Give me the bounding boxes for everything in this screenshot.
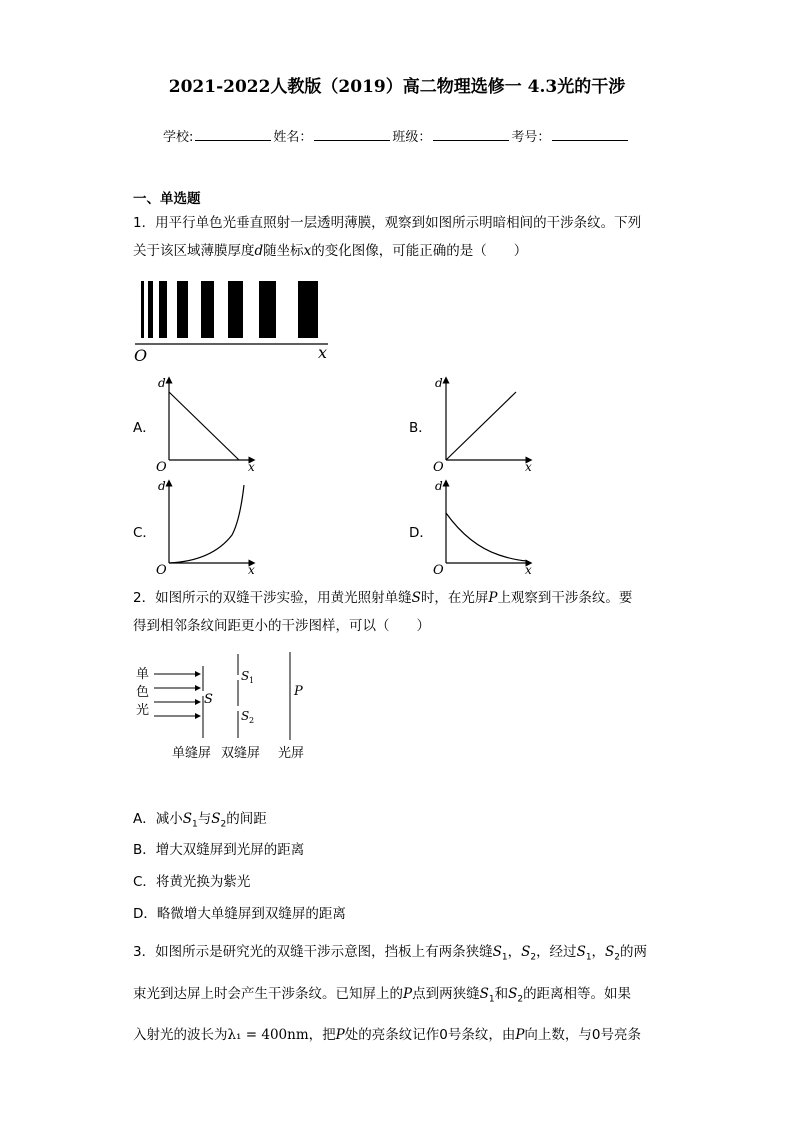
svg-text:d: d <box>158 376 166 390</box>
class-blank <box>433 128 509 141</box>
svg-text:x: x <box>525 563 532 577</box>
school-label: 学校: <box>163 130 194 145</box>
q1-option-a-graph <box>152 372 272 472</box>
s-label: S <box>204 692 213 707</box>
class-label: 班级： <box>392 130 432 145</box>
q1-option-b-graph <box>429 372 549 472</box>
q3-line3: 入射光的波长为λ₁ = 400nm，把P处的亮条纹记作0号条纹，由P向上数，与0号亮条 <box>133 1027 642 1044</box>
q1-option-c-graph <box>152 475 272 580</box>
svg-text:O: O <box>156 563 167 578</box>
curve <box>169 485 244 563</box>
fringe-dark-band <box>298 281 318 338</box>
svg-text:双缝屏: 双缝屏 <box>221 746 261 761</box>
name-blank <box>314 128 390 141</box>
q2-double-slit-figure <box>130 648 330 768</box>
p-label: P <box>294 684 303 699</box>
q1-option-d-label: D． <box>409 525 433 541</box>
svg-text:O: O <box>156 460 167 472</box>
svg-text:单: 单 <box>136 667 150 682</box>
svg-text:光: 光 <box>136 703 150 718</box>
q1-option-a-label: A． <box>133 420 156 436</box>
q1-fringe-figure <box>130 276 340 366</box>
q2-option-c: C．将黄光换为紫光 <box>133 874 251 890</box>
curve <box>446 392 516 460</box>
q2-option-b: B．增大双缝屏到光屏的距离 <box>133 842 305 858</box>
svg-text:O: O <box>433 460 444 472</box>
q1-text <box>133 209 663 265</box>
q3-line2: 束光到达屏上时会产生干涉条纹。已知屏上的P点到两狭缝$S_1$和$S_2$的距离相等。如果 <box>133 985 632 1005</box>
q1-line2: 关于该区域薄膜厚度d随坐标x的变化图像，可能正确的是（ ） <box>133 243 528 259</box>
q2-option-a: A．减小$S_1$与$S_2$的间距 <box>133 811 267 830</box>
fringe-dark-band <box>259 281 276 338</box>
q1-line1: 1．用平行单色光垂直照射一层透明薄膜，观察到如图所示明暗相间的干涉条纹。下列 <box>133 215 642 231</box>
q1-option-d-graph <box>429 475 549 580</box>
svg-text:单缝屏: 单缝屏 <box>172 746 212 761</box>
svg-text:x: x <box>248 563 255 577</box>
q2-text <box>133 584 663 640</box>
svg-text:d: d <box>435 376 443 390</box>
q3-line1: 3．如图所示是研究光的双缝干涉示意图，挡板上有两条狭缝$S_1$，$S_2$，经过$S_1$，$S_2$的两 <box>133 944 648 963</box>
fringe-dark-band <box>148 281 153 338</box>
fringe-axis-label: x <box>318 343 328 362</box>
name-label: 姓名： <box>273 130 313 145</box>
fringe-dark-band <box>177 281 188 338</box>
q2-option-d: D．略微增大单缝屏到双缝屏的距离 <box>133 906 346 922</box>
svg-text:光屏: 光屏 <box>278 746 305 761</box>
curve <box>169 392 239 460</box>
svg-text:色: 色 <box>136 685 150 700</box>
svg-text:S: S <box>241 669 250 683</box>
fringe-dark-band <box>201 281 214 338</box>
student-info-line <box>163 126 630 145</box>
svg-text:S: S <box>241 709 250 723</box>
q2-line1: 2．如图所示的双缝干涉实验，用黄光照射单缝S时，在光屏P上观察到干涉条纹。要 <box>133 590 633 606</box>
section-title: 一、单选题 <box>133 191 201 207</box>
svg-text:x: x <box>248 460 255 472</box>
exam-no-blank <box>552 128 628 141</box>
svg-text:d: d <box>435 479 443 493</box>
fringe-dark-band <box>228 281 243 338</box>
school-blank <box>195 128 271 141</box>
svg-text:O: O <box>433 563 444 578</box>
fringe-origin: O <box>134 346 148 365</box>
svg-text:2: 2 <box>249 716 255 725</box>
q2-line2: 得到相邻条纹间距更小的干涉图样，可以（ ） <box>133 618 430 634</box>
svg-text:x: x <box>525 460 532 472</box>
curve <box>446 513 527 561</box>
exam-no-label: 考号： <box>511 130 551 145</box>
page-title: 2021-2022人教版（2019）高二物理选修一 4.3光的干涉 <box>168 77 626 97</box>
fringe-dark-band <box>141 281 144 338</box>
svg-text:d: d <box>158 479 166 493</box>
fringe-dark-band <box>159 281 167 338</box>
q1-option-c-label: C． <box>133 525 156 541</box>
q1-option-b-label: B． <box>409 420 432 436</box>
svg-text:1: 1 <box>249 676 255 685</box>
q3-text <box>133 934 663 1053</box>
